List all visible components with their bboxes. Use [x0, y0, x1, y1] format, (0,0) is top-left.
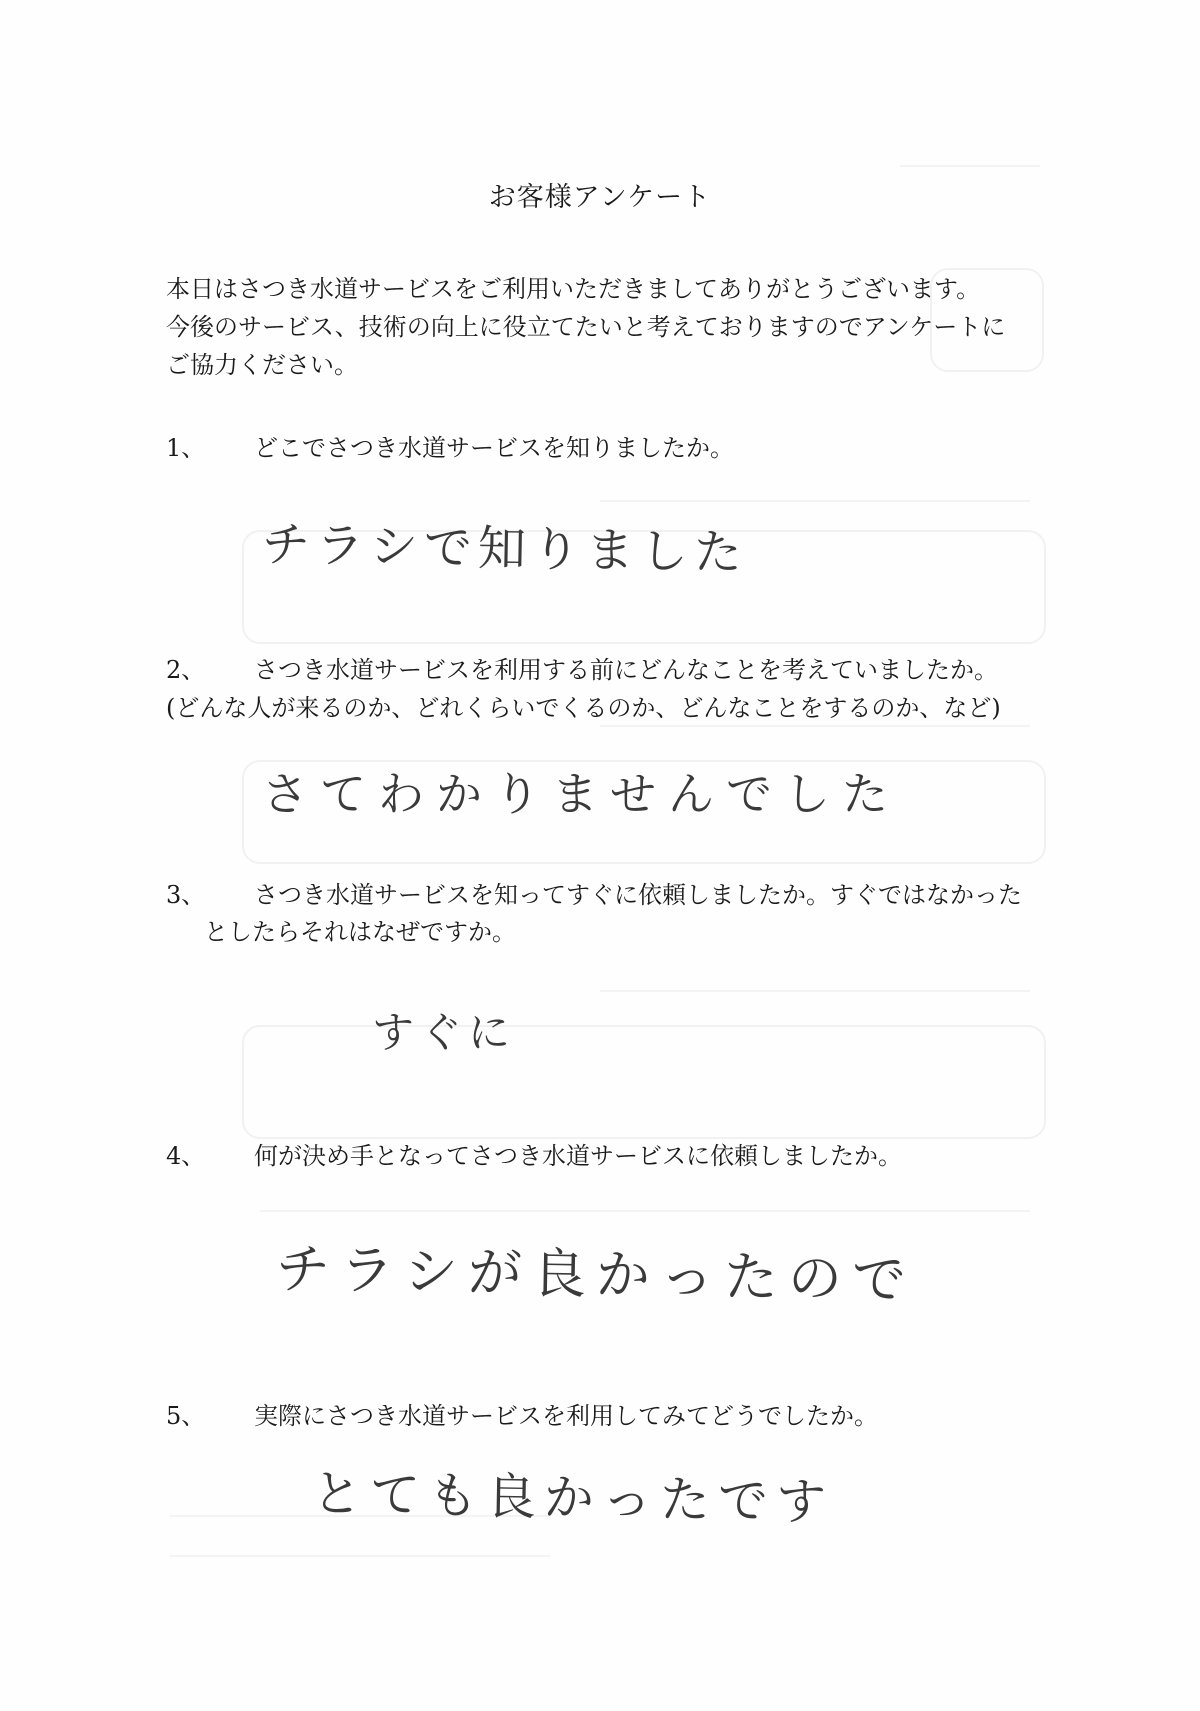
- question-number: 5、: [166, 1402, 206, 1430]
- question-text: 実際にさつき水道サービスを利用してみてどうでしたか。: [254, 1402, 878, 1430]
- page-title: お客様アンケート: [488, 182, 712, 213]
- handwritten-answer: チラシで知りました: [261, 516, 749, 582]
- question-number: 1、: [166, 434, 206, 462]
- question-text: どこでさつき水道サービスを知りましたか。: [254, 434, 734, 462]
- handwritten-answer: チラシが良かったので: [275, 1237, 917, 1312]
- handwritten-answer: すぐに: [372, 1008, 517, 1057]
- bleed-through-box: [242, 1025, 1046, 1139]
- handwritten-answer: さてわかりませんでした: [262, 767, 900, 821]
- question-subtext: としたらそれはなぜですか。: [204, 918, 516, 946]
- intro-line: 今後のサービス、技術の向上に役立てたいと考えておりますのでアンケートに: [166, 313, 1006, 341]
- bleed-through-line: [600, 990, 1030, 992]
- question-text: さつき水道サービスを知ってすぐに依頼しましたか。すぐではなかった: [254, 881, 1022, 909]
- question-subtext: (どんな人が来るのか、どれくらいでくるのか、どんなことをするのか、など): [166, 694, 1001, 722]
- question-text: 何が決め手となってさつき水道サービスに依頼しましたか。: [254, 1142, 902, 1170]
- bleed-through-line: [900, 165, 1040, 167]
- question-number: 4、: [166, 1142, 206, 1170]
- handwritten-answer: とても良かったです: [311, 1464, 835, 1532]
- intro-text: [166, 270, 1066, 384]
- bleed-through-line: [170, 1555, 550, 1557]
- intro-line: 本日はさつき水道サービスをご利用いただきましてありがとうございます。: [166, 275, 981, 303]
- bleed-through-line: [260, 1210, 1030, 1212]
- bleed-through-line: [600, 725, 1030, 727]
- question-number: 3、: [166, 881, 206, 909]
- question-text: さつき水道サービスを利用する前にどんなことを考えていましたか。: [254, 656, 998, 684]
- intro-line: ご協力ください。: [166, 351, 358, 379]
- question-number: 2、: [166, 656, 206, 684]
- bleed-through-line: [600, 500, 1030, 502]
